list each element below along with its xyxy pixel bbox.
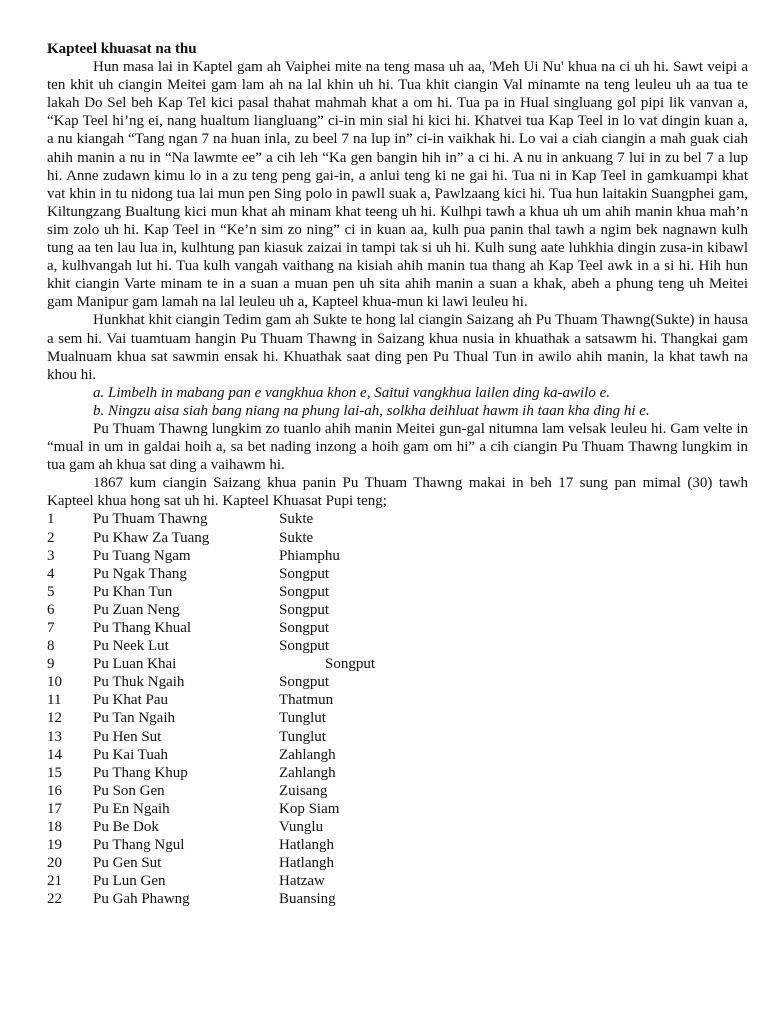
list-item-clan: Sukte <box>279 511 314 528</box>
list-item-number: 4 <box>47 565 55 582</box>
list-item-number: 14 <box>47 746 62 763</box>
list-item-number: 11 <box>47 692 62 709</box>
list-item <box>47 836 748 854</box>
list-item <box>47 510 748 528</box>
list-item-clan: Zuisang <box>279 782 328 799</box>
list-item <box>47 565 748 583</box>
list-item <box>47 691 748 709</box>
list-item-name: Pu Zuan Neng <box>93 601 180 618</box>
list-item-clan: Songput <box>325 656 376 673</box>
list-item-number: 20 <box>47 855 62 872</box>
list-item <box>47 782 748 800</box>
list-item-number: 13 <box>47 728 62 745</box>
list-item-number: 10 <box>47 674 62 691</box>
list-item <box>47 746 748 764</box>
list-item-name: Pu Kai Tuah <box>93 746 169 763</box>
list-item <box>47 709 748 727</box>
list-item-clan: Hatlangh <box>279 837 334 854</box>
list-item-number: 16 <box>47 782 62 799</box>
list-item-clan: Tunglut <box>279 710 326 727</box>
list-item <box>47 800 748 818</box>
list-item <box>47 583 748 601</box>
list-item-number: 9 <box>47 656 55 673</box>
list-item-number: 19 <box>47 837 62 854</box>
list-item-clan: Sukte <box>279 529 314 546</box>
list-item <box>47 890 748 908</box>
list-item-clan: Songput <box>279 620 330 636</box>
list-item-clan: Phiamphu <box>279 547 340 564</box>
list-item <box>47 601 748 619</box>
list-item-clan: Songput <box>279 638 330 655</box>
list-item-number: 15 <box>47 764 62 781</box>
song-line-a: a. Limbelh in mabang pan e vangkhua khon e, Saitui vangkhua lailen ding ka-awilo e. <box>93 384 611 401</box>
list-item-name: Pu Gah Phawng <box>93 891 190 908</box>
list-item-clan: Songput <box>279 583 330 600</box>
list-item-clan: Hatlangh <box>279 855 334 872</box>
list-item <box>47 673 748 691</box>
list-item-clan: Songput <box>279 674 330 691</box>
founders-list <box>47 510 748 908</box>
list-item-name: Pu Gen Sut <box>93 855 162 872</box>
list-item <box>47 637 748 655</box>
list-item-name: Pu Thuam Thawng <box>93 511 208 528</box>
list-item-name: Pu Thang Khup <box>93 764 188 781</box>
list-item-number: 17 <box>47 800 62 817</box>
list-item-clan: Tunglut <box>279 728 326 745</box>
document-title: Kapteel khuasat na thu <box>47 41 197 57</box>
list-item-clan: Zahlangh <box>279 746 336 763</box>
list-item-name: Pu Thuk Ngaih <box>93 674 185 691</box>
list-item <box>47 619 748 637</box>
list-item-number: 22 <box>47 891 62 908</box>
list-item-clan: Hatzaw <box>279 873 325 890</box>
list-item-name: Pu Thang Ngul <box>93 837 185 854</box>
list-item <box>47 547 748 565</box>
list-item-name: Pu Thang Khual <box>93 620 192 636</box>
list-item-number: 7 <box>47 620 55 636</box>
list-item-name: Pu Ngak Thang <box>93 565 187 582</box>
list-item <box>47 529 748 547</box>
list-item-number: 18 <box>47 819 62 836</box>
list-item-number: 3 <box>47 547 55 564</box>
list-item-name: Pu Tuang Ngam <box>93 547 191 564</box>
list-item-name: Pu Luan Khai <box>93 656 177 673</box>
list-item <box>47 854 748 872</box>
list-item <box>47 655 748 673</box>
list-item-clan: Thatmun <box>279 692 334 709</box>
list-item-number: 6 <box>47 601 55 618</box>
list-item <box>47 818 748 836</box>
paragraph-4: 1867 kum ciangin Saizang khua panin Pu Thuam Thawng makai in beh 17 sung pan mimal (30) tawh Kapteel khua hong sat uh hi. Kapteel Khuasat Pupi teng; <box>47 475 748 510</box>
paragraph-1: Hun masa lai in Kaptel gam ah Vaiphei mite na teng masa uh aa, 'Meh Ui Nu' khua na ci uh hi. Sawt veipi a ten khit uh ciangin Meitei gam lam ah na lal khin uh hi. Tua khit ciangin Val minamte na teng leuleu uh aa tua te lakah Do Sel beh Kap Tel kici pasal thahat mahmah khat a om hi. Tua pa in Hual singluang gol pipi lik vanvan a, “Kap Teel hi’ng ei, nang hualtum liangluang” ci-in min sial hi kici hi. Khatvei tua Kap Teel in lo vat dingin kuan a, a nu kiangah “Tang ngan 7 na huan inla, zu beel 7 na lup in” ci-in vaikhak hi. Lo vai a ciah ciangin a mah guak ciah ahih manin a nu in “Na lawmte ee” a cih leh “Ka gen bangin hih in” a ci hi. A nu in ankuang 7 lui in zu bel 7 a lup hi. Anne zudawn kimu lo in a zu teng peng gai-in, a anlui teng ki ne gai hi. Tua ni in Kap Teel in gamkuampi khat vat khin in tu nidong tua lai mun pen Sing polo in pawll suak a, Pawlzaang kici hi. Tua hun laitakin Suangphei gam, Kiltungzang Bualtung kici mun khat ah minam khat teeng uh hi. Kulhpi tawh a khua uh um ahih manin khua mah’n sim zolo uh hi. Kap Teel in “Ke’n sim zo ning” ci in kuan aa, kulh pua panin thal tawh a ngim bek nagnawn kulh tung aa ten lau lua in, kulhtung pan kiasuk zaizai in tampi tak si uh hi. Kulh sung aate luhkhia dingin zusa-in kibawl a, kulhvangah lut hi. Tua kulh vangah vaithang na kisiah ahih manin tua thang ah Kap Teel awk in a si hi. Hih hun khit ciangin Varte minam te in a suan a muan pen uh sita ahih manin a suan a khak, abeh a phung teng uh Meitei gam Manipur gam lamah na lal leuleu uh a, Kapteel khua-mun ki lawi leuleu hi. <box>47 59 748 311</box>
list-item-number: 1 <box>47 511 55 528</box>
list-item-number: 5 <box>47 583 55 600</box>
list-item-number: 2 <box>47 529 55 546</box>
list-item-number: 12 <box>47 710 62 727</box>
list-item-name: Pu Khan Tun <box>93 583 173 600</box>
list-item <box>47 728 748 746</box>
list-item-name: Pu Tan Ngaih <box>93 710 176 727</box>
list-item-name: Pu Khaw Za Tuang <box>93 529 210 546</box>
list-item-name: Pu Hen Sut <box>93 728 162 745</box>
paragraph-3: Pu Thuam Thawng lungkim zo tuanlo ahih manin Meitei gun-gal nitumna lam velsak leuleu hi. Gam velte in “mual in um in galdai hoih a, sa bet nading inzong a hoih gam om hi” a cih ciangin Pu Thuam Thawng lungkim in tua gam ah khua sat ding a vaihawm hi. <box>47 420 748 474</box>
list-item-name: Pu Lun Gen <box>93 873 166 890</box>
list-item-clan: Vunglu <box>279 819 324 836</box>
list-item-clan: Zahlangh <box>279 764 336 781</box>
list-item-clan: Songput <box>279 565 330 582</box>
list-item-number: 8 <box>47 638 55 655</box>
song-line-b: b. Ningzu aisa siah bang niang na phung lai-ah, solkha deihluat hawm ih taan kha ding hi e. <box>93 402 650 419</box>
list-item-name: Pu Neek Lut <box>93 638 169 655</box>
paragraph-2: Hunkhat khit ciangin Tedim gam ah Sukte te hong lal ciangin Saizang ah Pu Thuam Thawng(Sukte) in hausa a sem hi. Vai tuamtuam hangin Pu Thuam Thawng in Saizang khua nusia in khuathak a satsawm hi. Thangkai gam Mualnuam khua sat sawmin ensak hi. Khuathak saat ding pen Pu Thual Tun in awilo ahih manin, la khat tawh na khou hi. <box>47 312 748 383</box>
list-item-clan: Songput <box>279 601 330 618</box>
list-item-number: 21 <box>47 873 62 890</box>
list-item <box>47 872 748 890</box>
document-page <box>47 40 748 909</box>
list-item-name: Pu Khat Pau <box>93 692 168 709</box>
list-item <box>47 764 748 782</box>
list-item-clan: Buansing <box>279 891 336 908</box>
list-item-name: Pu Be Dok <box>93 819 159 836</box>
list-item-name: Pu En Ngaih <box>93 800 170 817</box>
list-item-clan: Kop Siam <box>279 800 340 817</box>
list-item-name: Pu Son Gen <box>93 782 165 799</box>
